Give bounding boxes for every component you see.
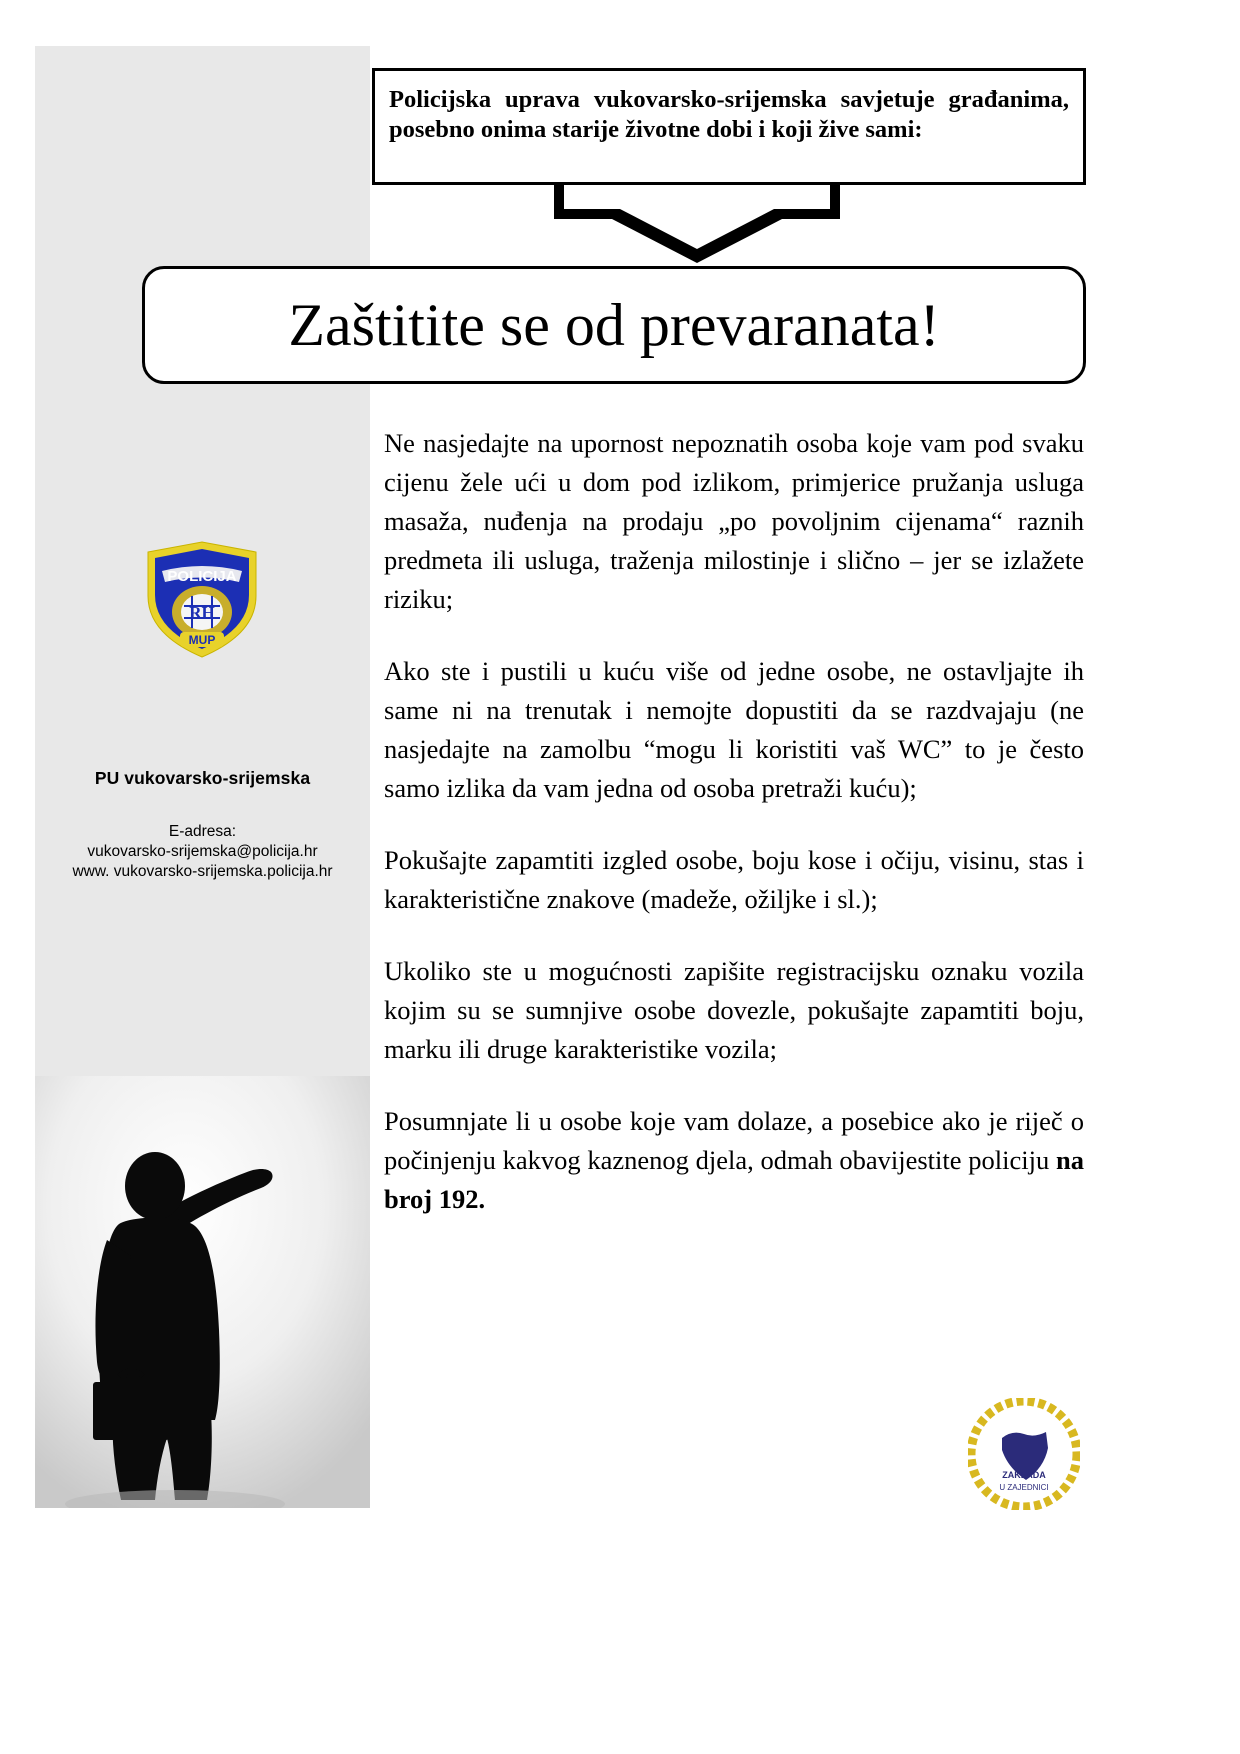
contact-website: www. vukovarsko-srijemska.policija.hr bbox=[72, 863, 333, 880]
silhouette-photo bbox=[35, 1076, 370, 1508]
man-with-briefcase-icon bbox=[35, 1076, 370, 1508]
final-paragraph-text: Posumnjate li u osobe koje vam dolaze, a posebice ako je riječ o počinjenju kakvog kaznenog djela, odmah obavijestite policiju bbox=[384, 1106, 1084, 1175]
body-paragraph: Ukoliko ste u mogućnosti zapišite registracijsku oznaku vozila kojim su se sumnjive osobe dovezle, pokušajte zapamtiti boju, marku ili druge karakteristike vozila; bbox=[384, 956, 1084, 1064]
emblem-bottom-text: MUP bbox=[188, 633, 216, 647]
body-text-column bbox=[384, 424, 1084, 1219]
emblem-top-text: POLICIJA bbox=[167, 568, 237, 585]
contact-email: vukovarsko-srijemska@policija.hr bbox=[87, 843, 318, 860]
seal-bottom-text: U ZAJEDNICI bbox=[999, 1483, 1049, 1492]
body-paragraph: Ne nasjedajte na upornost nepoznatih osoba koje vam pod svaku cijenu žele ući u dom pod izlikom, primjerice pružanja usluga masaža, nuđenja na prodaju „po povoljnim cijenama“ raznih predmeta ili usluga, traženja milostinje i slično – jer se izlažete riziku; bbox=[384, 428, 1084, 614]
unit-name: PU vukovarsko-srijemska bbox=[94, 768, 311, 788]
body-paragraph-final bbox=[384, 1102, 1084, 1219]
header-callout-box bbox=[372, 68, 1086, 185]
policija-emblem-icon bbox=[140, 538, 264, 660]
contact-block bbox=[30, 822, 375, 882]
contact-label: E-adresa: bbox=[168, 823, 237, 840]
foundation-seal-icon bbox=[968, 1398, 1080, 1510]
seal-top-text: ZAKLADA bbox=[1002, 1470, 1046, 1480]
body-paragraph: Ako ste i pustili u kuću više od jedne osobe, ne ostavljajte ih same ni na trenutak i nemojte dopustiti da se razdvajaju (ne nasjedajte na zamolbu “mogu li koristiti vaš WC” to je često samo izlika da vam jedna od osoba pretraži kuću); bbox=[384, 656, 1084, 803]
title-box bbox=[142, 266, 1086, 384]
policija-emblem bbox=[140, 538, 264, 660]
emergency-number: na broj 192. bbox=[384, 1145, 1084, 1214]
body-paragraph: Pokušajte zapamtiti izgled osobe, boju kose i očiju, visinu, stas i karakteristične znakove (madeže, ožiljke i sl.); bbox=[384, 845, 1084, 914]
page-title: Zaštitite se od prevaranata! bbox=[288, 292, 940, 358]
callout-arrow-icon bbox=[552, 183, 842, 265]
header-text: Policijska uprava vukovarsko-srijemska savjetuje građanima, posebno onima starije životne dobi i koji žive sami: bbox=[389, 86, 1069, 143]
foundation-seal bbox=[968, 1398, 1080, 1510]
emblem-center-text: RH bbox=[189, 603, 215, 622]
